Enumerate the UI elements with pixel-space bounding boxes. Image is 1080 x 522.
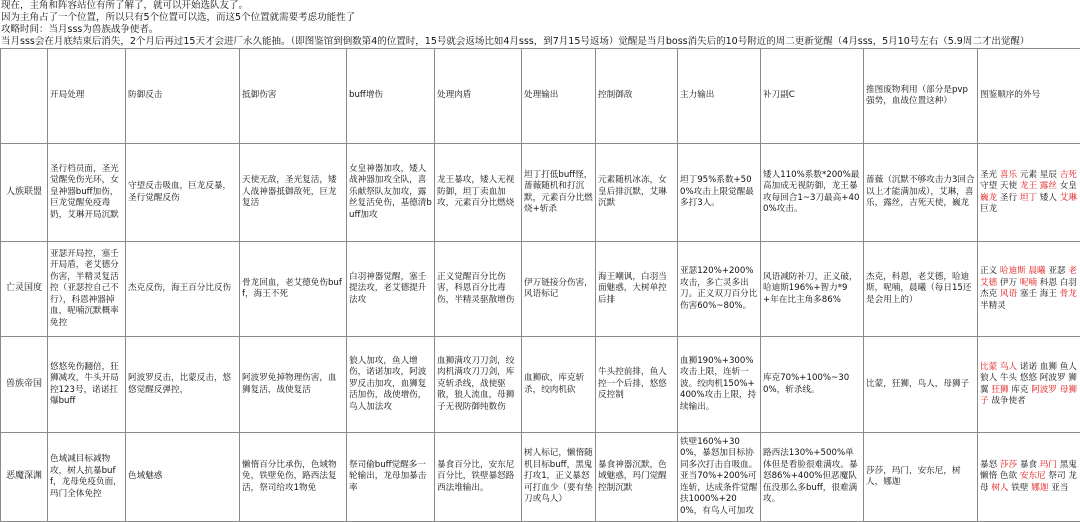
table-cell: 杰克，科恩，老艾德，哈迪斯，呢喃，晨曦（每日15还是会用上的） bbox=[864, 242, 978, 337]
table-cell: 血狮砍，库克斩杀，绞肉机砍 bbox=[522, 337, 596, 433]
header-cell: 抵御伤害 bbox=[240, 49, 347, 144]
table-cell: 亚瑟120%+200%攻击，多亡灵多出刀。正义双刀百分比伤害60%~80%。 bbox=[678, 242, 761, 337]
table-cell: 比蒙，狂狮，鸟人，母狮子 bbox=[864, 337, 978, 433]
table-cell: 元素随机冰冻，女皇后排沉默，艾琳沉默 bbox=[596, 144, 678, 242]
intro-line: 当月sss会在月底结束后消失，2个月后再过15天才会进厂永久能抽。（即图鉴馆到倒数第4的位置时，15号就会返场比如4月sss，到7月15号返场）觉醒是当月boss消失后的10号附近的周二更新觉醒（4月sss，5月10号左右（5.9周二才出觉醒） bbox=[0, 36, 1080, 48]
table-cell: 正义觉醒百分比伤害，科恩百分比毒伤，半精灵驱散增伤 bbox=[435, 242, 522, 337]
table-cell: 暴食神器沉默，色域魅惑，玛门觉醒控制沉默 bbox=[596, 433, 678, 522]
table-cell: 阿波罗反击，比蒙反击，悠悠觉醒反弹控， bbox=[126, 337, 240, 433]
table-row-human bbox=[1, 144, 1080, 242]
nickname-highlight: 喜乐 bbox=[1000, 170, 1017, 180]
nickname-highlight: 狂狮 bbox=[991, 385, 1008, 395]
nickname-highlight: 玛门 bbox=[1040, 460, 1057, 470]
table-cell: 色域减目标减物攻，树人抗暴buff，龙母免疫负面，玛门全体免控 bbox=[48, 433, 126, 522]
nickname-highlight: 娜迦 bbox=[1031, 483, 1048, 493]
nickname-text: 亚当 bbox=[1048, 483, 1068, 493]
nickname-highlight: 呢喃 bbox=[1020, 278, 1037, 288]
header-cell: 推图废物利用（部分是pvp强势，血战位置这种） bbox=[864, 49, 978, 144]
table-cell: 暴食百分比，安东尼百分比，铁壁暴怒路西法堆输出。 bbox=[435, 433, 522, 522]
table-cell: 铁壁160%+300%，暴怒加目标协同多次打击自吸血。亚当70%+200%可连斩，达成条件觉醒扶1000%+200%，有鸟人可加攻 bbox=[678, 433, 761, 522]
nickname-text: 祭司 龙母 bbox=[980, 471, 1077, 493]
nickname-highlight: 树人 bbox=[991, 483, 1008, 493]
nickname-text: 黑鬼 懒惰 色欲 bbox=[980, 460, 1077, 482]
table-cell: 库克70%+100%~300%，斩杀线。 bbox=[761, 337, 864, 433]
intro-line: 因为主角占了一个位置，所以只有5个位置可以选，而这5个位置就需要考虑功能性了 bbox=[0, 12, 1080, 24]
table-cell: 狼人加攻，鱼人增伤，诺诺加攻，阿波罗反击加攻，血狮复活加伤，战使增伤，鸟人加法攻 bbox=[347, 337, 435, 433]
table-cell: 蔷薇（沉默不够攻击力3回合以上才能满加成），艾琳，喜乐，露丝，吉死天使，巍龙 bbox=[864, 144, 978, 242]
intro-line: 现在，主角和阵容站位有所了解了，就可以开始选队友了。 bbox=[0, 0, 1080, 12]
nickname-highlight: 骨龙 bbox=[1060, 289, 1077, 299]
nickname-highlight: 比蒙 bbox=[980, 362, 997, 372]
header-cell: buff增伤 bbox=[347, 49, 435, 144]
nickname-text: 诺诺 血狮 鱼人 狼人 牛头 悠悠 阿波罗 狮翼 bbox=[980, 362, 1077, 395]
table-cell: 白羽神器觉醒，塞壬提法攻，老艾德提升法攻 bbox=[347, 242, 435, 337]
header-cell: 处理肉盾 bbox=[435, 49, 522, 144]
table-row-demon bbox=[1, 433, 1080, 522]
table-cell: 色域魅惑 bbox=[126, 433, 240, 522]
header-cell: 主力输出 bbox=[678, 49, 761, 144]
strategy-table bbox=[0, 48, 1080, 522]
table-cell: 坦丁打低buff怪，蔷薇随机和打沉默，元素百分比燃烧+斩杀 bbox=[522, 144, 596, 242]
table-row-undead bbox=[1, 242, 1080, 337]
intro-text bbox=[0, 0, 1080, 48]
nickname-text: 圣行 bbox=[997, 193, 1020, 203]
nickname-text: 塞壬 海王 bbox=[1017, 289, 1060, 299]
nickname-text: 铁壁 bbox=[1009, 483, 1032, 493]
table-cell: 阿波罗免掉物理伤害，血狮复活，战使复活 bbox=[240, 337, 347, 433]
nickname-highlight: 露丝 bbox=[1040, 181, 1057, 191]
table-cell: 莎莎，玛门，安东尼，树人，娜迦 bbox=[864, 433, 978, 522]
table-cell: 悠悠免伤翻倍，狂狮减攻，牛头开局控123号，诺诺扛爆buff bbox=[48, 337, 126, 433]
nickname-text: 圣光 bbox=[980, 170, 1000, 180]
nickname-text: 矮人 bbox=[1037, 193, 1060, 203]
nickname-highlight: 哈迪斯 bbox=[1000, 266, 1026, 276]
nickname-highlight: 吉死 bbox=[1060, 170, 1077, 180]
nickname-text: 半精灵 bbox=[980, 301, 1006, 311]
nickname-text: 正义 bbox=[980, 266, 1000, 276]
table-cell: 亚瑟开局控，塞壬开局盾，老艾德分伤害，半精灵复活控（亚瑟控自己不行），科恩神器掉血，呢喃沉默概率免控 bbox=[48, 242, 126, 337]
header-cell: 补刀副C bbox=[761, 49, 864, 144]
nickname-highlight: 阿波罗 bbox=[1031, 385, 1057, 395]
table-cell: 血狮190%+300%攻击上限，连斩一波。绞肉机150%+400%攻击上限，持续输出。 bbox=[678, 337, 761, 433]
nickname-highlight: 风语 bbox=[1000, 289, 1017, 299]
table-cell: 风语减防补刀，正义破，哈迪斯196%+智力*9+年在比主角多86% bbox=[761, 242, 864, 337]
nickname-cell bbox=[978, 242, 1080, 337]
nickname-text: 伊万 bbox=[997, 278, 1020, 288]
table-cell: 守望反击吸血，巨龙反暴，圣行觉醒反伤 bbox=[126, 144, 240, 242]
header-cell: 控制御敌 bbox=[596, 49, 678, 144]
table-cell: 女皇神器加攻，矮人战神器加攻全队，喜乐献祭队友加攻，露丝复活免伤，基德清buff加攻 bbox=[347, 144, 435, 242]
table-cell: 矮人110%系数*200%最高加成无视防御，龙王暴攻每回合1~3刀最高+400%攻击。 bbox=[761, 144, 864, 242]
row-label: 亡灵国度 bbox=[1, 242, 48, 337]
header-cell: 开局处理 bbox=[48, 49, 126, 144]
table-cell: 骨龙回血，老艾德免伤buff，海王不死 bbox=[240, 242, 347, 337]
row-label: 恶魔深渊 bbox=[1, 433, 48, 522]
nickname-highlight: 母狮子 bbox=[980, 385, 1077, 407]
table-cell: 天使无敌，圣光复活，矮人战神器抵御敌死，巨龙复活 bbox=[240, 144, 347, 242]
nickname-text: 暴怒 bbox=[980, 460, 1000, 470]
nickname-highlight: 艾琳 bbox=[1060, 193, 1077, 203]
table-cell: 血狮满攻刀刀剑，绞肉机满攻刀刀剑，库克斩杀线，战使驱散，狼人流血，母狮子无视防御纯数伤 bbox=[435, 337, 522, 433]
nickname-cell bbox=[978, 433, 1080, 522]
nickname-highlight: 晨曦 bbox=[1028, 266, 1045, 276]
table-row-beast bbox=[1, 337, 1080, 433]
nickname-text: 亚瑟 bbox=[1046, 266, 1069, 276]
header-cell: 防御反击 bbox=[126, 49, 240, 144]
nickname-highlight: 老艾德 bbox=[980, 266, 1077, 288]
table-cell: 树人标记，懒惰随机目标buff，黑鬼打攻1，正义暴怒可打血少（要有垫刀或鸟人） bbox=[522, 433, 596, 522]
table-cell: 路西法130%+500%单体但是看脸很难满攻。暴怒86%+400%但恶魔队伍没那么多buff，很难满攻。 bbox=[761, 433, 864, 522]
nickname-text: 库克 bbox=[1009, 385, 1032, 395]
header-cell-corner bbox=[1, 49, 48, 144]
nickname-text: 女皇 bbox=[1057, 181, 1077, 191]
nickname-highlight: 莎莎 bbox=[1000, 460, 1017, 470]
nickname-text: 守望 天使 bbox=[980, 181, 1020, 191]
nickname-cell bbox=[978, 144, 1080, 242]
table-cell: 祭司偷buff觉醒多一轮输出，龙母加暴击率 bbox=[347, 433, 435, 522]
nickname-highlight: 安东尼 bbox=[1020, 471, 1046, 481]
nickname-highlight: 坦丁 bbox=[1020, 193, 1037, 203]
table-cell: 牛头控前排，鱼人控一个后排，悠悠反控制 bbox=[596, 337, 678, 433]
header-cell: 处理输出 bbox=[522, 49, 596, 144]
table-cell: 海王嘲讽，白羽当面魅惑，大树单控后排 bbox=[596, 242, 678, 337]
table-cell: 龙王暴攻，矮人无视防御，坦丁卖血加攻，元素百分比燃烧 bbox=[435, 144, 522, 242]
row-label: 兽族帝国 bbox=[1, 337, 48, 433]
row-label: 人族联盟 bbox=[1, 144, 48, 242]
table-cell: 圣行档员面，圣光觉醒免伤光环，女皇神器buff加伤，巨龙觉醒免疫毒奶，艾琳开局沉默 bbox=[48, 144, 126, 242]
nickname-text: 科恩 白羽 杰克 bbox=[980, 278, 1077, 300]
nickname-text: 战争使者 bbox=[989, 396, 1026, 406]
table-cell: 伊万链接分伤害，风语标记 bbox=[522, 242, 596, 337]
nickname-text: 暴食 bbox=[1017, 460, 1040, 470]
header-cell: 图鉴顺序的外号 bbox=[978, 49, 1080, 144]
intro-line: 攻略时间：当月sss为兽族战争使者。 bbox=[0, 24, 1080, 36]
header-row bbox=[1, 49, 1080, 144]
table-cell: 坦丁95%系数+500%攻击上限觉醒最多打3人。 bbox=[678, 144, 761, 242]
nickname-highlight: 巍龙 bbox=[980, 193, 997, 203]
nickname-highlight: 龙王 bbox=[1020, 181, 1037, 191]
nickname-cell bbox=[978, 337, 1080, 433]
nickname-text: 元素 星辰 bbox=[1017, 170, 1060, 180]
table-cell: 杰克反伤，海王百分比反伤 bbox=[126, 242, 240, 337]
nickname-text: 巨龙 bbox=[980, 204, 997, 214]
table-cell: 懒惰百分比承伤，色域物免，铁壁免伤，路西法复活，祭司给攻1物免 bbox=[240, 433, 347, 522]
nickname-highlight: 鸟人 bbox=[1000, 362, 1017, 372]
